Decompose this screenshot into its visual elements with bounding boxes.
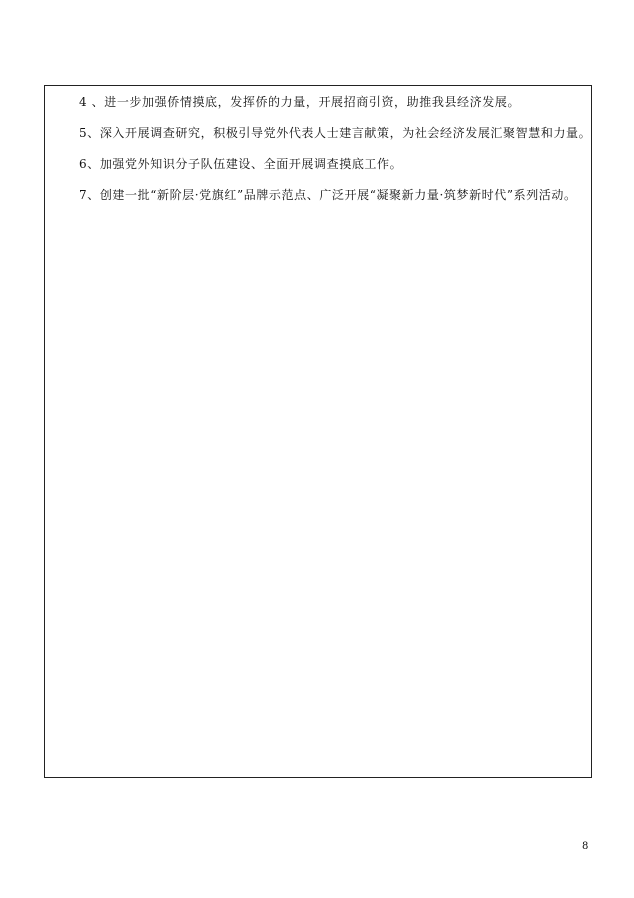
work-item-4: 4 、进一步加强侨情摸底，发挥侨的力量，开展招商引资，助推我县经济发展。 — [79, 95, 521, 109]
content-table-frame — [44, 85, 592, 778]
page-number: 8 — [582, 841, 589, 852]
work-item-7: 7、创建一批“新阶层·党旗红”品牌示范点、广泛开展“凝聚新力量·筑梦新时代”系列活动。 — [79, 188, 577, 202]
work-items-list — [79, 94, 592, 218]
work-item-5: 5、深入开展调查研究，积极引导党外代表人士建言献策，为社会经济发展汇聚智慧和力量。 — [79, 126, 592, 140]
work-item-6: 6、加强党外知识分子队伍建设、全面开展调查摸底工作。 — [79, 157, 403, 171]
